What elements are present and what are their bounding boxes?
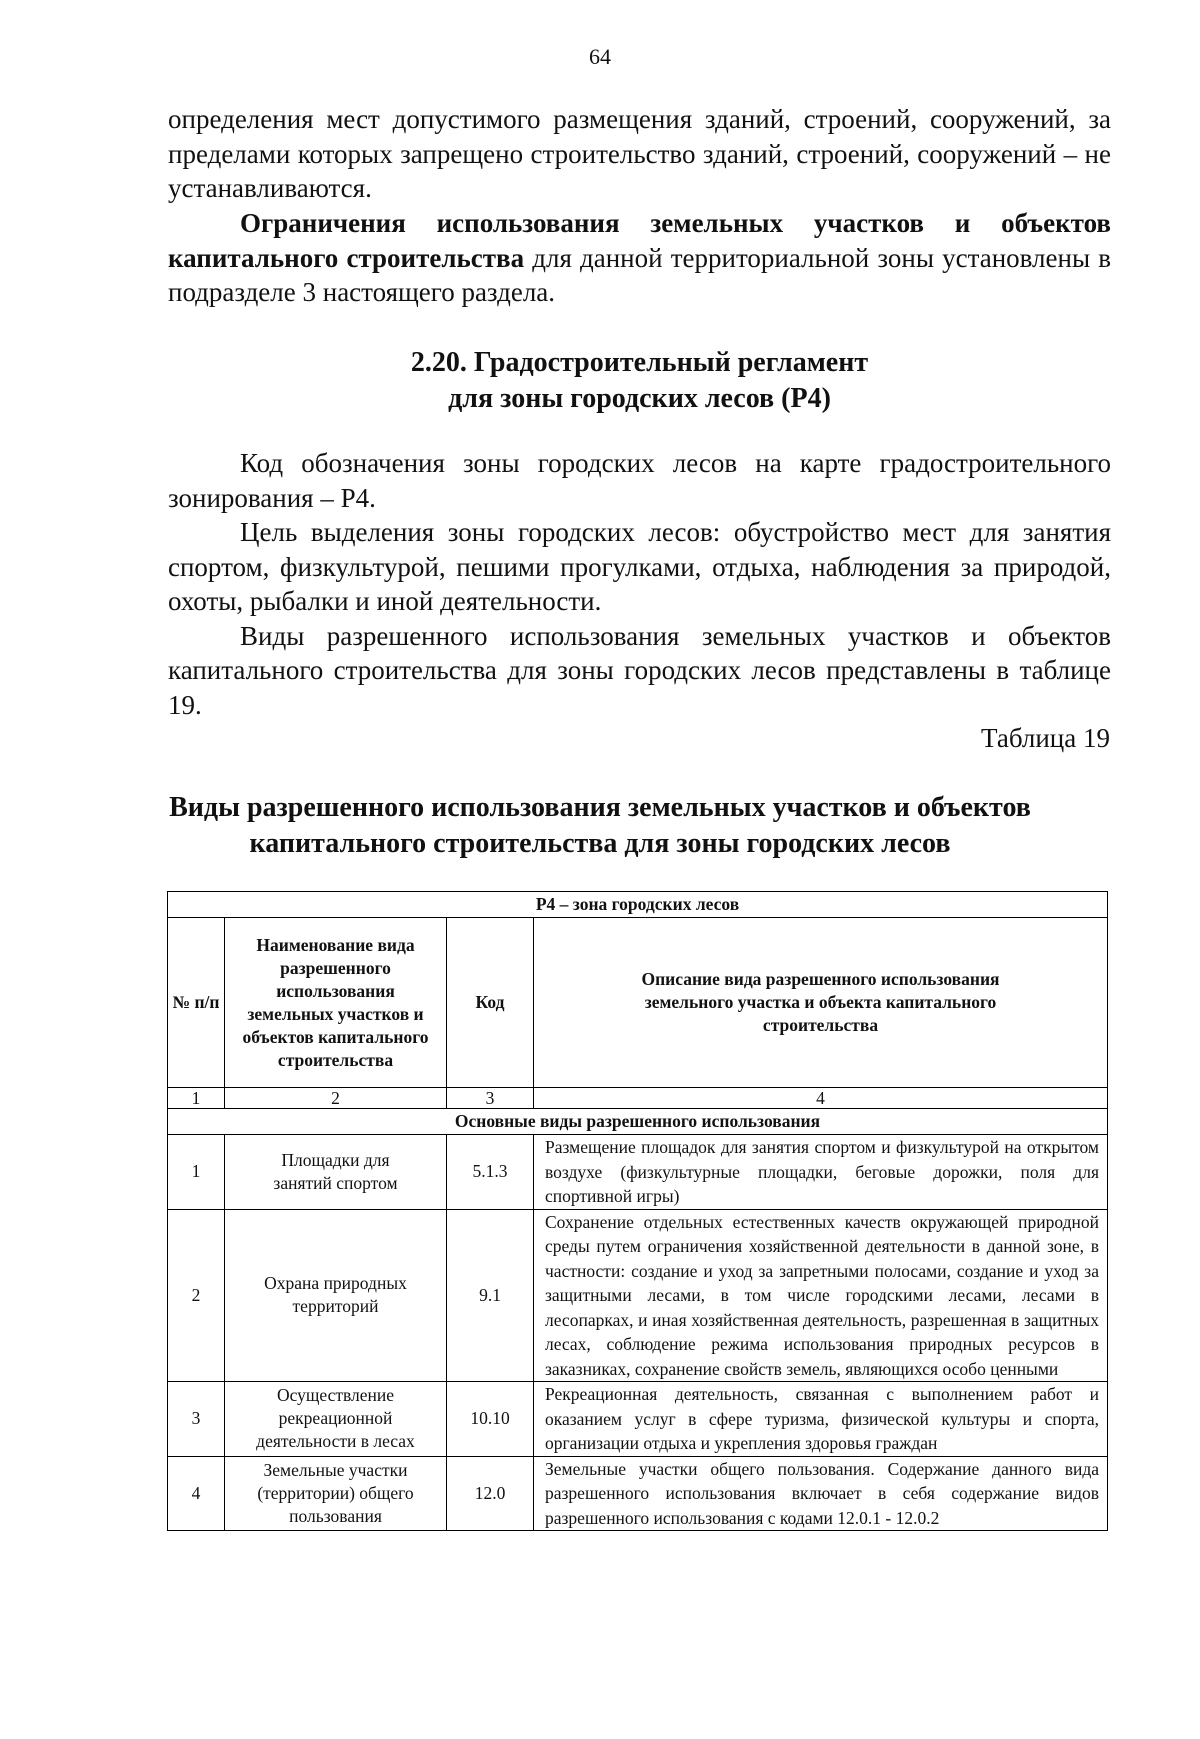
section-title-line2: для зоны городских лесов (Р4) (448, 383, 831, 414)
restrictions-bold: Ограничения использования земельных участков и объектов капитального строительства (168, 208, 1111, 273)
row-name: Охрана природных территорий (225, 1209, 447, 1382)
row-code: 9.1 (447, 1209, 534, 1382)
row-description: Рекреационная деятельность, связанная с выполнением работ и оказанием услуг в сфере туризма, физической культуры и спорта, организации отдыха и укрепления здоровья граждан (534, 1382, 1108, 1457)
row-name: Площадки для занятий спортом (225, 1135, 447, 1210)
table-label: Таблица 19 (981, 723, 1110, 753)
code-paragraph: Код обозначения зоны городских лесов на карте градостроительного зонирования – Р4. (168, 448, 1111, 513)
restrictions-paragraph (168, 206, 1111, 310)
row-num: 2 (168, 1209, 225, 1382)
row-num: 4 (168, 1456, 225, 1531)
table-title-line1: Виды разрешенного использования земельных участков и объектов (169, 792, 1031, 823)
column-number-row (168, 1088, 1108, 1109)
header-name: Наименование вида разрешенного использования земельных участков и объектов капитального строительства (225, 918, 447, 1088)
main-section-row (168, 1109, 1108, 1135)
row-num: 3 (168, 1382, 225, 1457)
column-number: 1 (168, 1088, 225, 1109)
column-number: 3 (447, 1088, 534, 1109)
table-row (168, 1456, 1108, 1531)
zone-header: Р4 – зона городских лесов (168, 892, 1108, 918)
column-number: 4 (534, 1088, 1108, 1109)
row-description: Сохранение отдельных естественных качеств окружающей природной среды путем ограничения хозяйственной деятельности в данной зоне, в частности: создание и уход за запретными полосами, создание и уход за защитными лесами, в том числе городскими лесами, лесами в лесопарках, и иная хозяйственная деятельность, разрешенная в защитных лесах, соблюдение режима использования природных ресурсов в заказниках, сохранение свойств земель, являющихся особо ценными (534, 1209, 1108, 1382)
purpose-paragraph: Цель выделения зоны городских лесов: обустройство мест для занятия спортом, физкультурой, пешими прогулками, отдыха, наблюдения за природой, охоты, рыбалки и иной деятельности. (168, 517, 1111, 616)
header-code: Код (447, 918, 534, 1088)
table-row (168, 1135, 1108, 1210)
zone-description (168, 446, 1111, 722)
column-header-row (168, 918, 1108, 1088)
table-row (168, 1209, 1108, 1382)
row-description: Земельные участки общего пользования. Содержание данного вида разрешенного использования включает в себя содержание видов разрешенного использования с кодами 12.0.1 - 12.0.2 (534, 1456, 1108, 1531)
section-title (168, 345, 1111, 417)
page-number: 64 (589, 44, 611, 69)
row-num: 1 (168, 1135, 225, 1210)
main-section-header: Основные виды разрешенного использования (168, 1109, 1108, 1135)
table-row (168, 1382, 1108, 1457)
column-number: 2 (225, 1088, 447, 1109)
types-paragraph: Виды разрешенного использования земельных участков и объектов капитального строительства для зоны городских лесов представлены в таблице 19. (168, 620, 1111, 720)
table-title-line2: капитального строительства для зоны городских лесов (249, 828, 951, 859)
row-code: 5.1.3 (447, 1135, 534, 1210)
row-name: Земельные участки (территории) общего пользования (225, 1456, 447, 1531)
restrictions-rest: для данной территориальной зоны установлены в подразделе 3 настоящего раздела. (168, 242, 1111, 307)
header-num: № п/п (168, 918, 225, 1088)
table-title (100, 790, 1100, 862)
row-name: Осуществление рекреационной деятельности в лесах (225, 1382, 447, 1457)
zone-header-row (168, 892, 1108, 918)
header-description: Описание вида разрешенного использования земельного участка и объекта капитального строительства (534, 918, 1108, 1088)
section-title-line1: 2.20. Градостроительный регламент (410, 347, 869, 378)
restrictions-block (168, 206, 1111, 310)
row-description: Размещение площадок для занятия спортом и физкультурой на открытом воздухе (физкультурные площадки, беговые дорожки, поля для спортивной игры) (534, 1135, 1108, 1210)
intro-text (168, 102, 1111, 206)
row-code: 12.0 (447, 1456, 534, 1531)
land-use-table (167, 891, 1108, 1531)
intro-paragraph: определения мест допустимого размещения зданий, строений, сооружений, за пределами которых запрещено строительство зданий, строений, сооружений – не устанавливаются. (168, 104, 1111, 203)
land-use-table-wrapper (167, 891, 1107, 1531)
row-code: 10.10 (447, 1382, 534, 1457)
